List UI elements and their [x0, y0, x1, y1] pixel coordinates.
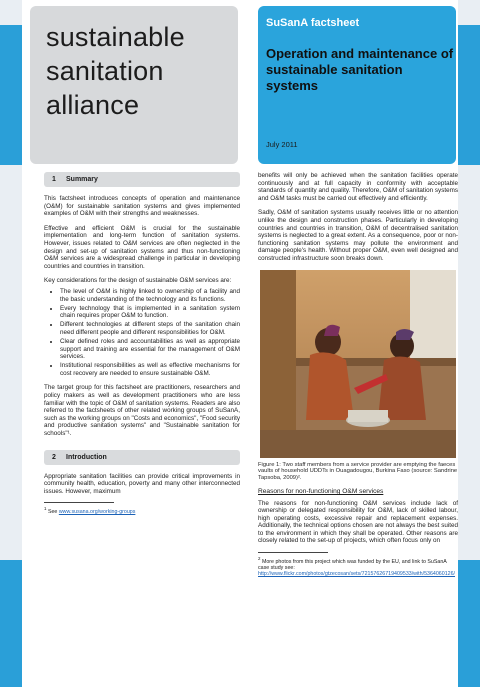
- right-accent-bar-top: [458, 25, 480, 165]
- right-margin-strip: [458, 0, 480, 687]
- brand-title: sustainable sanitation alliance: [46, 22, 185, 120]
- footnote-marker: 1: [44, 506, 47, 511]
- right-column: [258, 172, 458, 578]
- footnote-1: [44, 506, 240, 515]
- list-item: • Clear defined roles and accountabilities as well as appropriate support and training are essential for the management of O&M services.: [60, 338, 240, 361]
- left-column: [44, 172, 240, 515]
- section-title: Introduction: [66, 453, 107, 461]
- footnote-text: More photos from this project which was funded by the EU, and link to SuSanA case study see:: [258, 558, 447, 571]
- footnote-marker: 2: [258, 555, 261, 561]
- photo-illustration: [260, 270, 456, 458]
- right-paragraph-2: Sadly, O&M of sanitation systems usually receives little or no attention unlike the design and construction phases. Particularly in developing countries and countries in transition, O&M of decentralised sanitation systems is neglected to a great extent. As a consequence, poor or non-functioning sanitation systems may pollute the environment and damage people's health. Without proper O&M, even well designed and constructed infrastructure soon breaks down.: [258, 209, 458, 262]
- introduction-paragraph-1: Appropriate sanitation facilities can provide critical improvements in community health, education, poverty and many other interconnected issues. However, maximum: [44, 472, 240, 495]
- footnote-2: [258, 556, 458, 578]
- footnote-prefix: See: [47, 508, 59, 515]
- section-title: Summary: [66, 176, 98, 183]
- footnote-link[interactable]: http://www.flickr.com/photos/gtzecosan/sets/72157626719409533/with/5364060126/: [258, 571, 456, 578]
- factsheet-label: SuSanA factsheet: [266, 17, 360, 29]
- list-item: • The level of O&M is highly linked to ownership of a facility and the basic understanding of the technology and its functions.: [60, 288, 240, 303]
- summary-bullet-list: [56, 288, 240, 378]
- summary-paragraph-3: Key considerations for the design of sustainable O&M services are:: [44, 277, 232, 285]
- right-paragraph-1: benefits will only be achieved when the sanitation facilities operate continuously and at full capacity in conformity with acceptable standards of quantity and quality. Therefore, O&M of sanitation systems and O&M tasks must be carried out effectively and efficiently.: [258, 172, 458, 202]
- factsheet-header-box: [258, 6, 456, 164]
- right-paragraph-3: The reasons for non-functioning O&M services include lack of ownership or delegated responsibility for O&M, lack of skilled labour, high operating costs, excessive repair and replacement expenses. Additionally, the technical options chosen are not always the best suited to the environment in which they shall be operated. Other reasons are closely related to the set-up of projects, which often focus only on: [258, 499, 458, 545]
- summary-paragraph-4: The target group for this factsheet are practitioners, researchers and policy makers as well as development practitioners who are less familiar with the topic of O&M of sanitation systems. Readers are also referred to the factsheets of other related working groups of SuSanA, such as the working groups on "Costs and economics", "Food security and productive sanitation systems" and "Sustainable sanitation for schools"¹.: [44, 384, 240, 438]
- list-item: • Different technologies at different steps of the sanitation chain need different people and different responsibilities for O&M.: [60, 321, 240, 336]
- footnote-link[interactable]: www.susana.org/working-groups: [58, 508, 136, 515]
- section-number: 1: [52, 176, 56, 183]
- left-margin-strip: [0, 0, 22, 687]
- figure-caption: Figure 1: Two staff members from a service provider are emptying the faeces vaults of household UDDTs in Ouagadougou, Burkina Faso (source: Sandrine Tapsoba, 2009)².: [258, 461, 458, 482]
- figure-photo: [260, 270, 456, 458]
- factsheet-date: July 2011: [266, 140, 298, 149]
- section-number: 2: [52, 453, 56, 461]
- list-item: • Institutional responsibilities as well as effective mechanisms for cost recovery are needed to ensure sustainable O&M.: [60, 362, 240, 377]
- right-accent-bar-bottom: [458, 560, 480, 687]
- left-accent-bar-bottom: [0, 560, 22, 687]
- list-item: • Every technology that is implemented in a sanitation system chain requires proper O&M to function.: [60, 305, 240, 320]
- subheading-reasons: Reasons for non-functioning O&M services: [258, 487, 384, 495]
- brand-header-box: [30, 6, 238, 164]
- section-heading-introduction: [44, 450, 240, 465]
- summary-paragraph-1: This factsheet introduces concepts of operation and maintenance (O&M) for sustainable sanitation systems and gives implemented examples of O&M with their strengths and weaknesses.: [44, 195, 240, 218]
- left-accent-bar-top: [0, 25, 22, 165]
- footnote-rule: [258, 552, 328, 553]
- summary-paragraph-2: Effective and efficient O&M is crucial for the sustainable implementation and long-term function of sanitation systems. However, issues related to O&M services are often neglected in the design and set-up of sanitation systems and thus non-functioning O&M services are a widespread challenge in particular in developing countries and countries in transition.: [44, 224, 240, 270]
- section-heading-summary: [44, 172, 240, 187]
- footnote-rule: [44, 502, 114, 503]
- factsheet-title: Operation and maintenance of sustainable sanitation systems: [266, 46, 454, 93]
